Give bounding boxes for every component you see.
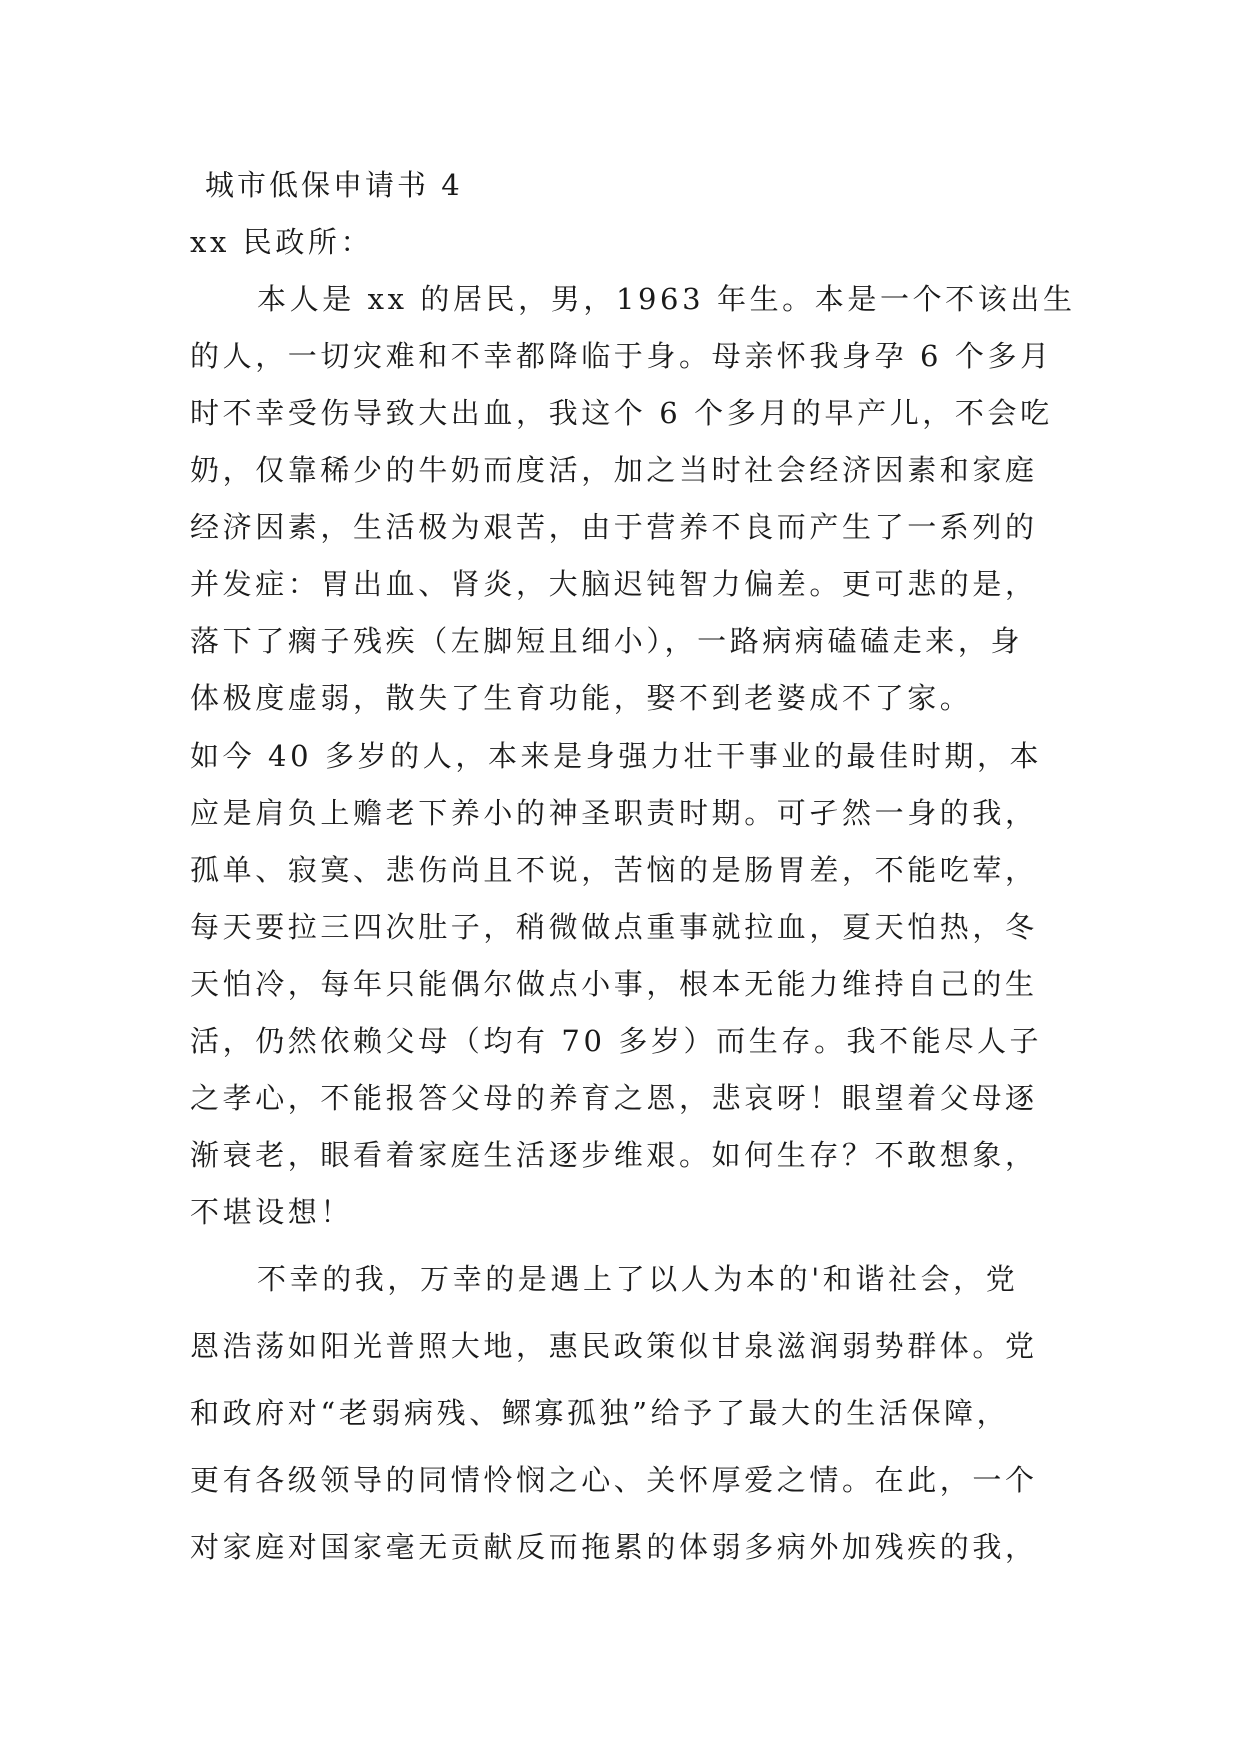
paragraph-line: 不堪设想！	[190, 1195, 354, 1229]
salutation: xx 民政所：	[190, 225, 374, 259]
paragraph-line: 经济因素，生活极为艰苦，由于营养不良而产生了一系列的	[190, 510, 1038, 544]
paragraph-line: 应是肩负上赡老下养小的神圣职责时期。可孑然一身的我，	[190, 796, 1038, 830]
paragraph-line: 活，仍然依赖父母（均有 70 多岁）而生存。我不能尽人子	[190, 1024, 1043, 1058]
document-title: 城市低保申请书 4	[205, 168, 463, 202]
paragraph-line: 不幸的我，万幸的是遇上了以人为本的'和谐社会，党	[257, 1262, 1019, 1296]
paragraph-line: 更有各级领导的同情怜悯之心、关怀厚爱之情。在此，一个	[190, 1463, 1038, 1497]
paragraph-line: 孤单、寂寞、悲伤尚且不说，苦恼的是肠胃差，不能吃荤，	[190, 853, 1038, 887]
paragraph-line: 天怕冷，每年只能偶尔做点小事，根本无能力维持自己的生	[190, 967, 1038, 1001]
paragraph-line: 体极度虚弱，散失了生育功能，娶不到老婆成不了家。	[190, 681, 973, 715]
paragraph-line: 如今 40 多岁的人，本来是身强力壮干事业的最佳时期，本	[190, 739, 1043, 773]
paragraph-line: 并发症：胃出血、肾炎，大脑迟钝智力偏差。更可悲的是，	[190, 567, 1038, 601]
paragraph-line: 落下了瘸子残疾（左脚短且细小），一路病病磕磕走来，身	[190, 624, 1024, 658]
paragraph-line: 本人是 xx 的居民，男，1963 年生。本是一个不该出生	[257, 282, 1076, 316]
paragraph-line: 恩浩荡如阳光普照大地，惠民政策似甘泉滋润弱势群体。党	[190, 1329, 1038, 1363]
paragraph-line: 奶，仅靠稀少的牛奶而度活，加之当时社会经济因素和家庭	[190, 453, 1038, 487]
paragraph-line: 每天要拉三四次肚子，稍微做点重事就拉血，夏天怕热，冬	[190, 910, 1038, 944]
paragraph-line: 和政府对“老弱病残、鳏寡孤独”给予了最大的生活保障，	[190, 1396, 1010, 1430]
paragraph-line: 的人，一切灾难和不幸都降临于身。母亲怀我身孕 6 个多月	[190, 339, 1053, 373]
paragraph-line: 时不幸受伤导致大出血，我这个 6 个多月的早产儿，不会吃	[190, 396, 1053, 430]
paragraph-line: 对家庭对国家毫无贡献反而拖累的体弱多病外加残疾的我，	[190, 1530, 1038, 1564]
paragraph-line: 之孝心，不能报答父母的养育之恩，悲哀呀！眼望着父母逐	[190, 1081, 1038, 1115]
paragraph-line: 渐衰老，眼看着家庭生活逐步维艰。如何生存？不敢想象，	[190, 1138, 1038, 1172]
